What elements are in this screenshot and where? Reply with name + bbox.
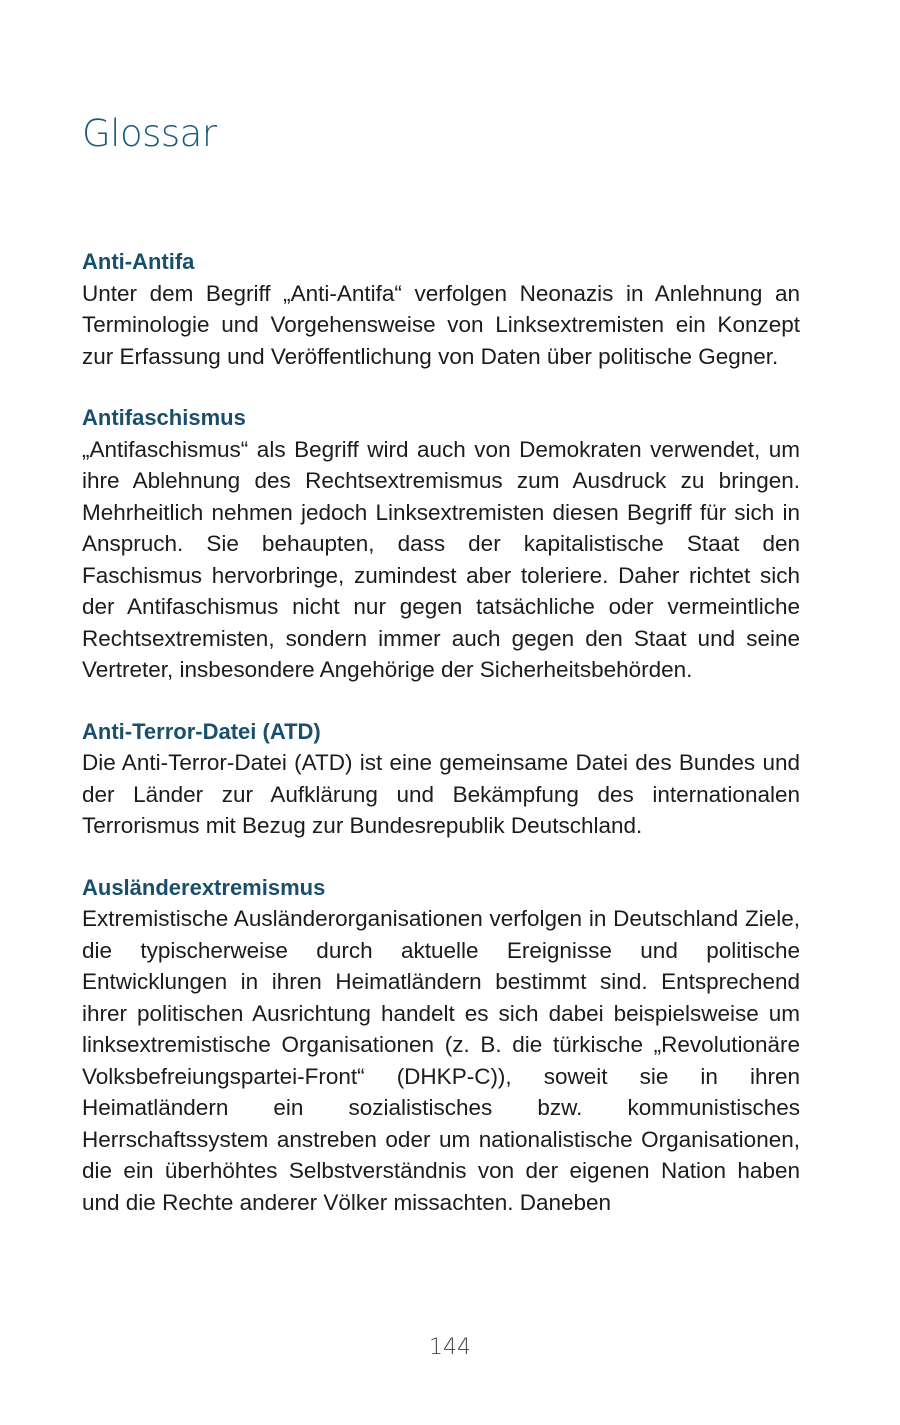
entry-definition: Extremistische Ausländerorganisationen verfolgen in Deutschland Ziele, die typischerweise durch aktuelle Ereignisse und politische Entwicklungen in ihren Heimatländern bestimmt sind. Entsprechend ihrer politischen Ausrichtung handelt es sich dabei beispielsweise um linksextremistische Organisationen (z. B. die türkische „Revolutionäre Volksbefreiungspartei-Front“ (DHKP-C)), soweit sie in ihren Heimatländern ein sozialistisches bzw. kommunistisches Herrschaftssystem anstreben oder um nationalistische Organisationen, die ein überhöhtes Selbstverständnis von der eigenen Nation haben und die Rechte anderer Völker missachten. Daneben <box>82 906 800 1215</box>
page-title: Glossar <box>82 112 217 155</box>
entry-term: Antifaschismus <box>82 405 246 430</box>
glossary-entry-anti-antifa <box>82 246 800 372</box>
glossary-entry-antifaschismus <box>82 402 800 686</box>
entry-term: Anti-Antifa <box>82 249 195 274</box>
entry-term: Ausländerextremismus <box>82 874 326 900</box>
entry-definition: Die Anti-Terror-Datei (ATD) ist eine gemeinsame Datei des Bundes und der Länder zur Aufklärung und Bekämpfung des internationalen Terrorismus mit Bezug zur Bundesrepublik Deutschland. <box>82 750 800 838</box>
glossary-entry-auslaenderextremismus <box>82 872 800 1219</box>
entry-definition: Unter dem Begriff „Anti-Antifa“ verfolgen Neonazis in Anlehnung an Terminologie und Vorgehensweise von Linksextremisten ein Konzept zur Erfassung und Veröffentlichung von Daten über politische Gegner. <box>82 280 800 369</box>
entry-term: Anti-Terror-Datei (ATD) <box>82 718 321 744</box>
glossary-entries <box>82 246 800 1248</box>
page-number: 144 <box>429 1335 471 1360</box>
glossary-entry-anti-terror-datei <box>82 716 800 842</box>
entry-definition: „Antifaschismus“ als Begriff wird auch von Demokraten verwendet, um ihre Ablehnung des Rechtsextremismus zum Ausdruck zu bringen. Mehrheitlich nehmen jedoch Linksextremisten diesen Begriff für sich in Anspruch. Sie behaupten, dass der kapitalistische Staat den Faschismus hervorbringe, zumindest aber toleriere. Daher richtet sich der Antifaschismus nicht nur gegen tatsächliche oder vermeintliche Rechtsextremisten, sondern immer auch gegen den Staat und seine Vertreter, insbesondere Angehörige der Sicherheitsbehörden. <box>82 436 800 682</box>
